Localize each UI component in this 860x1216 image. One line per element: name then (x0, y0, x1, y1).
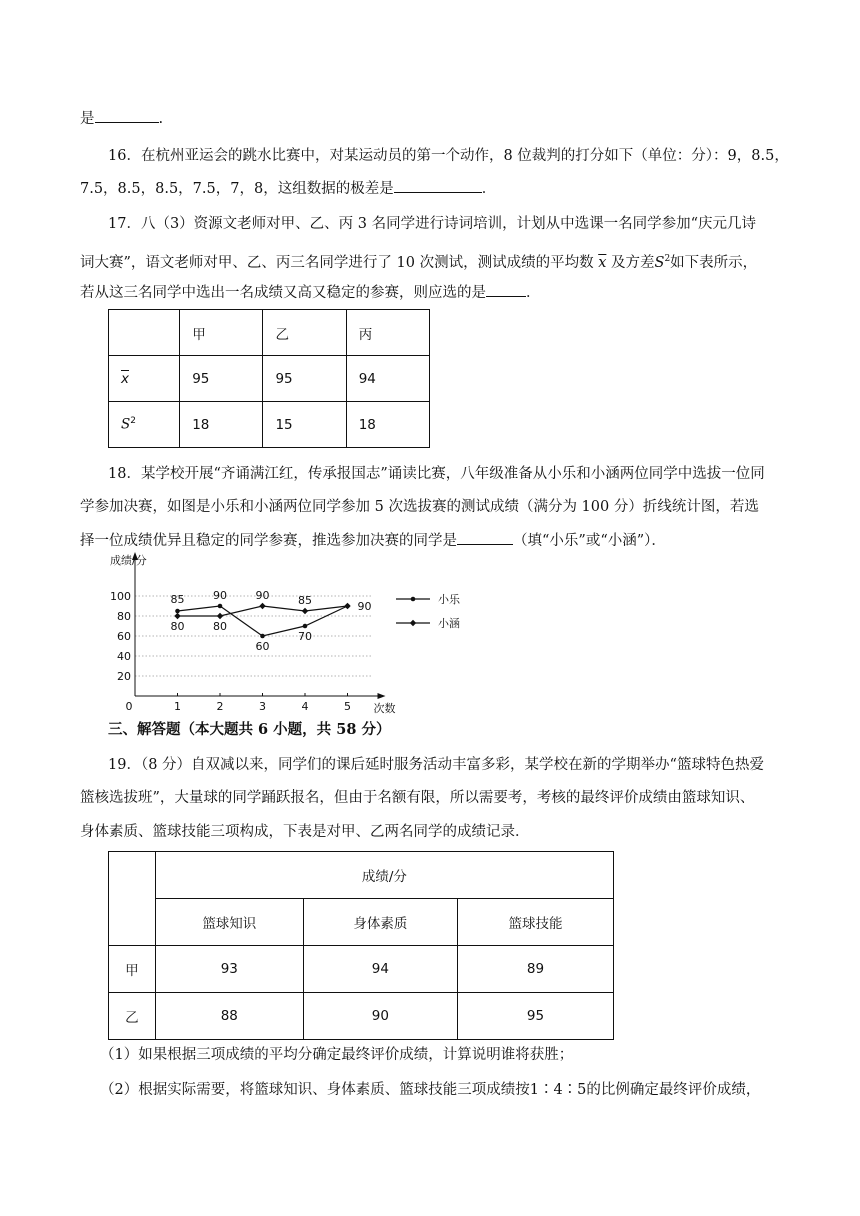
x-tick-label: 1 (174, 700, 181, 713)
data-label: 85 (170, 593, 185, 606)
x-tick-label: 4 (301, 700, 309, 713)
data-point (303, 624, 308, 629)
table-cell: 18 (346, 402, 429, 448)
data-point (218, 604, 223, 609)
chart-series (171, 589, 372, 653)
answer-blank-18[interactable] (457, 530, 513, 545)
data-label: 80 (170, 620, 185, 633)
q17-line3: 若从这三名同学中选出一名成绩又高又稳定的参赛，则应选的是 ． (80, 282, 541, 303)
table-cell: 15 (263, 402, 346, 448)
y-tick-label: 100 (110, 590, 131, 603)
table-cell: 94 (303, 946, 457, 993)
data-label: 80 (213, 620, 227, 633)
x-axis-arrow (378, 693, 386, 699)
table-header: 甲 (180, 310, 263, 356)
table-header: 篮球技能 (457, 899, 613, 946)
q19-table (108, 851, 614, 1040)
q19-sub2: （2）根据实际需要，将篮球知识、身体素质、篮球技能三项成绩按1∶4∶5的比例确定最终评价成绩， (100, 1082, 761, 1098)
q17-table (108, 309, 430, 448)
data-label: 70 (298, 630, 312, 643)
series-line-1 (178, 606, 348, 636)
answer-blank-17[interactable] (486, 282, 526, 297)
table-header: 丙 (346, 310, 429, 356)
table-cell: 89 (457, 946, 613, 993)
legend-label: 小涵 (438, 617, 460, 630)
data-point (174, 613, 180, 619)
data-point (259, 603, 265, 609)
table-cell: 94 (346, 356, 429, 402)
q16-line1: 16．在杭州亚运会的跳水比赛中，对某运动员的第一个动作，8 位裁判的打分如下（单位：分）：9，8.5， (108, 148, 789, 164)
table-group-header: 成绩/分 (155, 852, 613, 899)
q17-line2: 词大赛”，语文老师对甲、乙、丙三名同学进行了 10 次测试，测试成绩的平均数 $\overline{x}$ 及方差$S^2$如下表所示， (80, 254, 758, 271)
data-point (217, 613, 223, 619)
q19-line3: 身体素质、篮球技能三项构成，下表是对甲、乙两名同学的成绩记录． (80, 824, 530, 840)
table-cell (109, 310, 180, 356)
y-tick-label: 80 (117, 610, 131, 623)
table-cell: 93 (155, 946, 303, 993)
chart-axes (110, 552, 396, 715)
y-tick-label: 40 (117, 650, 131, 663)
row-label-variance: $S^2$ (109, 402, 180, 448)
table-cell: 18 (180, 402, 263, 448)
data-label: 90 (213, 589, 227, 602)
q18-line2: 学参加决赛，如图是小乐和小涵两位同学参加 5 次选拔赛的测试成绩（满分为 100 分）折线统计图，若选 (80, 499, 759, 515)
legend-label: 小乐 (438, 593, 460, 606)
row-label: 乙 (109, 993, 156, 1040)
data-point (344, 603, 350, 609)
table-corner (109, 852, 156, 946)
data-label: 90 (357, 600, 372, 613)
q19-line2: 篮核选拔班”，大量球的同学踊跃报名，但由于名额有限，所以需要考，考核的最终评价成绩由篮球知识、 (80, 790, 755, 806)
row-label: 甲 (109, 946, 156, 993)
q15-tail: 是 . (80, 108, 163, 129)
x-tick-label: 2 (216, 700, 224, 713)
score-line-chart (100, 548, 480, 718)
table-cell: 95 (180, 356, 263, 402)
q18-line3: 择一位成绩优异且稳定的同学参赛，推选参加决赛的同学是 （填“小乐”或“小涵”）． (80, 530, 666, 551)
answer-blank-16[interactable] (394, 178, 482, 193)
row-label-mean: $\overline{x}$ (109, 356, 180, 402)
q19-line1: 19．（8 分）自双减以来，同学们的课后延时服务活动丰富多彩，某学校在新的学期举办“篮球特色热爱 (108, 757, 764, 773)
q19-sub1: （1）如果根据三项成绩的平均分确定最终评价成绩，计算说明谁将获胜； (100, 1047, 574, 1063)
table-header: 乙 (263, 310, 346, 356)
chart-legend (396, 592, 461, 630)
data-point (175, 609, 180, 614)
q17-line1: 17．八（3）资源文老师对甲、乙、丙 3 名同学进行诗词培训，计划从中选课一名同学参加“庆元几诗 (108, 216, 757, 232)
legend-marker (410, 620, 416, 626)
legend-marker (411, 597, 416, 602)
answer-blank-15[interactable] (95, 108, 159, 123)
data-point (302, 608, 308, 614)
table-cell: 90 (303, 993, 457, 1040)
data-label: 85 (298, 594, 312, 607)
x-axis-label: 次数 (373, 702, 396, 715)
y-tick-label: 60 (117, 630, 131, 643)
section-heading: 三、解答题（本大题共 6 小题，共 58 分） (108, 721, 391, 738)
table-cell: 95 (263, 356, 346, 402)
q16-line2: 7.5，8.5，8.5，7.5，7，8，这组数据的极差是 ． (80, 178, 496, 199)
table-header: 篮球知识 (155, 899, 303, 946)
x-tick-label: 5 (344, 700, 351, 713)
table-header: 身体素质 (303, 899, 457, 946)
y-tick-label: 20 (117, 670, 131, 683)
q18-line1: 18．某学校开展“齐诵满江红，传承报国志”诵读比赛，八年级准备从小乐和小涵两位同学中选拔一位同 (108, 466, 765, 482)
data-point (260, 634, 265, 639)
x-tick-label: 0 (125, 700, 133, 713)
y-axis-label: 成绩/分 (110, 554, 147, 567)
table-cell: 95 (457, 993, 613, 1040)
x-tick-label: 3 (259, 700, 266, 713)
table-cell: 88 (155, 993, 303, 1040)
data-label: 90 (255, 589, 270, 602)
data-label: 60 (255, 640, 270, 653)
